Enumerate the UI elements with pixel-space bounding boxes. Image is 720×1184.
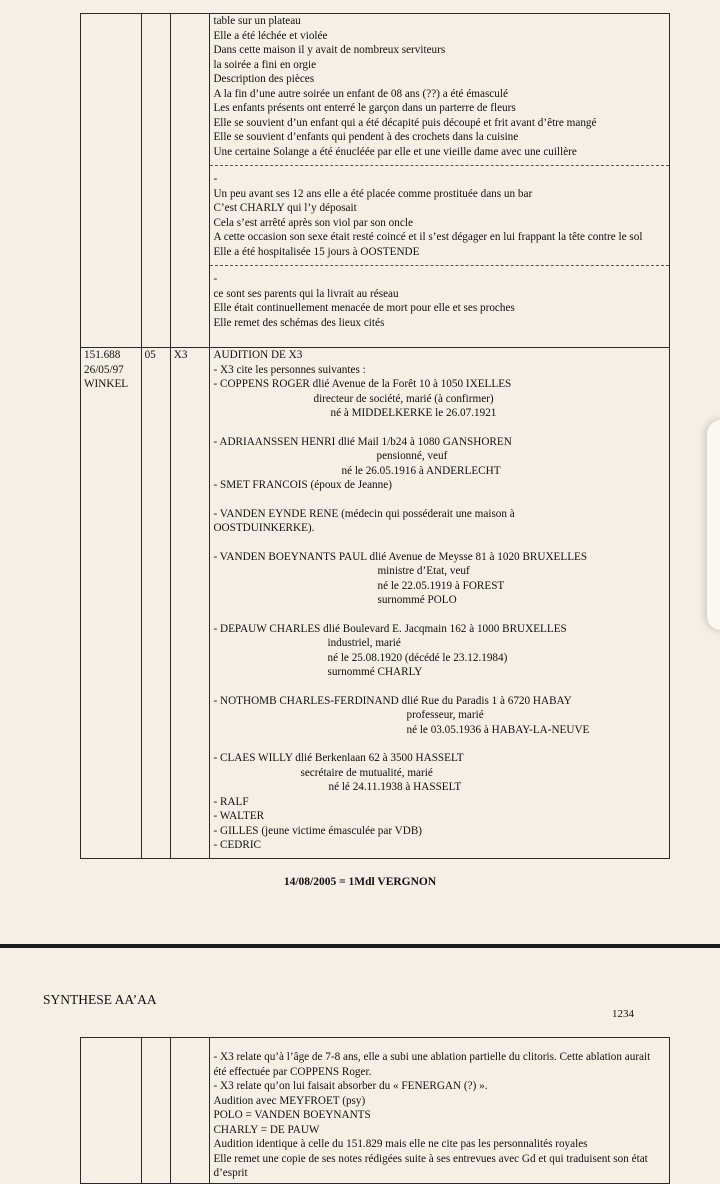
person-line: - SMET FRANCOIS (époux de Jeanne) <box>213 479 392 491</box>
person-detail: né le 22.05.1919 à FOREST <box>377 579 505 592</box>
person-detail: né le 26.05.1916 à ANDERLECHT <box>341 464 501 477</box>
person-detail: né à MIDDELKERKE le 26.07.1921 <box>330 407 497 419</box>
text-line: POLO = VANDEN BOEYNANTS <box>213 1109 371 1121</box>
num-cell <box>141 14 170 348</box>
person-detail: né le 03.05.1936 à HABAY-LA-NEUVE <box>406 723 590 736</box>
text-line: - X3 relate qu’à l’âge de 7-8 ans, elle a subi une ablation partielle du clitoris. Cette ablation aurait été effectuée par COPPENS Roger. <box>213 1051 651 1078</box>
person-line: - CEDRIC <box>213 839 262 851</box>
person-line: - VANDEN EYNDE RENE (médecin qui posséderait une maison à <box>213 507 515 520</box>
ref-number: 151.688 <box>84 349 121 361</box>
text-line: Elle remet des schémas des lieux cités <box>213 316 385 329</box>
text-line: Elle a été hospitalisée 15 jours à OOSTENDE <box>213 245 420 258</box>
content-cell <box>210 348 670 859</box>
text-line: Elle a été léchée et violée <box>213 29 328 42</box>
text-line: - <box>213 273 218 285</box>
text-line: CHARLY = DE PAUW <box>213 1123 320 1136</box>
code-cell <box>170 348 210 859</box>
person-detail: OOSTDUINKERKE). <box>213 522 315 534</box>
page-divider <box>0 944 720 948</box>
person-line: - RALF <box>213 795 249 808</box>
person-detail: ministre d’Etat, veuf <box>377 565 470 577</box>
text-line: Elle se souvient d’un enfant qui a été décapité puis découpé et frit avant d’être mangé <box>213 116 597 129</box>
num-value: 05 <box>144 349 156 361</box>
text-line: - X3 cite les personnes suivantes : <box>213 363 366 376</box>
person-detail: secrétaire de mutualité, marié <box>300 766 433 779</box>
scroll-edge-handle[interactable] <box>707 420 720 630</box>
ref-date: 26/05/97 <box>84 363 124 376</box>
ref-cell <box>81 348 142 859</box>
person-detail: né le 25.08.1920 (décédé le 23.12.1984) <box>327 651 508 664</box>
dashed-separator <box>210 265 669 266</box>
table-row <box>81 348 670 859</box>
code-cell <box>170 1038 210 1184</box>
page-number: 1234 <box>612 1008 634 1020</box>
table-row <box>81 14 670 348</box>
code-value: X3 <box>173 349 188 361</box>
person-line: - WALTER <box>213 810 265 822</box>
code-cell <box>170 14 210 348</box>
text-line: ce sont ses parents qui la livrait au réseau <box>213 287 399 300</box>
text-line: Audition identique à celle du 151.829 mais elle ne cite pas les personnalités royales <box>213 1138 588 1150</box>
text-line: table sur un plateau <box>213 15 301 27</box>
text-line: Dans cette maison il y avait de nombreux serviteurs <box>213 44 446 56</box>
text-line: A cette occasion son sexe était resté coincé et il s’est dégager en lui frappant la tête contre le sol <box>213 231 643 243</box>
person-detail: industriel, marié <box>327 637 401 649</box>
ref-officer: WINKEL <box>84 378 129 390</box>
person-detail: pensionné, veuf <box>376 450 448 462</box>
text-line: Un peu avant ses 12 ans elle a été placée comme prostituée dans un bar <box>213 187 533 200</box>
record-table <box>80 13 670 348</box>
text-line: Cela s’est arrêté après son viol par son oncle <box>213 216 413 229</box>
person-line: - DEPAUW CHARLES dlié Boulevard E. Jacqmain 162 à 1000 BRUXELLES <box>213 622 567 635</box>
text-line: Elle se souvient d’enfants qui pendent à des crochets dans la cuisine <box>213 131 519 143</box>
text-line: Elle remet une copie de ses notes rédigées suite à ses entrevues avec Gd et qui traduisent son état d’esprit <box>213 1152 648 1179</box>
text-line: Description des pièces <box>213 73 315 85</box>
ref-cell <box>81 14 142 348</box>
person-line: - GILLES (jeune victime émasculée par VDB) <box>213 824 423 837</box>
person-line: - NOTHOMB CHARLES-FERDINAND dlié Rue du Paradis 1 à 6720 HABAY <box>213 694 572 707</box>
text-line: A la fin d’une autre soirée un enfant de 08 ans (??) a été émasculé <box>213 87 508 100</box>
footer-date: 14/08/2005 = 1Mdl VERGNON <box>283 876 437 888</box>
text-line: la soirée a fini en orgie <box>213 58 317 71</box>
text-line: Une certaine Solange a été énucléée par elle et une vieille dame avec une cuillère <box>213 145 577 158</box>
text-line: Audition avec MEYFROET (psy) <box>213 1094 366 1107</box>
text-line: - X3 relate qu’on lui faisait absorber du « FENERGAN (?) ». <box>213 1080 488 1092</box>
text-line: Les enfants présents ont enterré le garçon dans un parterre de fleurs <box>213 102 516 114</box>
person-line: - VANDEN BOEYNANTS PAUL dlié Avenue de Meysse 81 à 1020 BRUXELLES <box>213 550 588 563</box>
person-detail: surnommé CHARLY <box>327 666 423 678</box>
content-cell <box>210 1038 670 1184</box>
person-detail: directeur de société, marié (à confirmer) <box>313 392 494 405</box>
audition-table <box>80 347 670 859</box>
ref-cell <box>81 1038 142 1184</box>
table-row <box>81 1038 670 1184</box>
person-detail: surnommé POLO <box>377 594 457 606</box>
content-cell <box>210 14 670 348</box>
person-line: - ADRIAANSSEN HENRI dlié Mail 1/b24 à 1080 GANSHOREN <box>213 435 512 448</box>
text-line: C’est CHARLY qui l’y déposait <box>213 202 357 214</box>
person-line: - CLAES WILLY dlié Berkenlaan 62 à 3500 HASSELT <box>213 752 464 764</box>
synthesis-table <box>80 1037 670 1184</box>
page-title: SYNTHESE AA’AA <box>43 992 157 1007</box>
text-line: - <box>213 173 218 185</box>
person-detail: professeur, marié <box>406 709 484 721</box>
text-line: Elle était continuellement menacée de mort pour elle et ses proches <box>213 302 515 314</box>
person-detail: né lé 24.11.1938 à HASSELT <box>328 781 462 793</box>
num-cell <box>141 348 170 859</box>
person-line: - COPPENS ROGER dlié Avenue de la Forêt 10 à 1050 IXELLES <box>213 378 512 390</box>
dashed-separator <box>210 165 669 166</box>
num-cell <box>141 1038 170 1184</box>
audition-title: AUDITION DE X3 <box>213 349 303 361</box>
